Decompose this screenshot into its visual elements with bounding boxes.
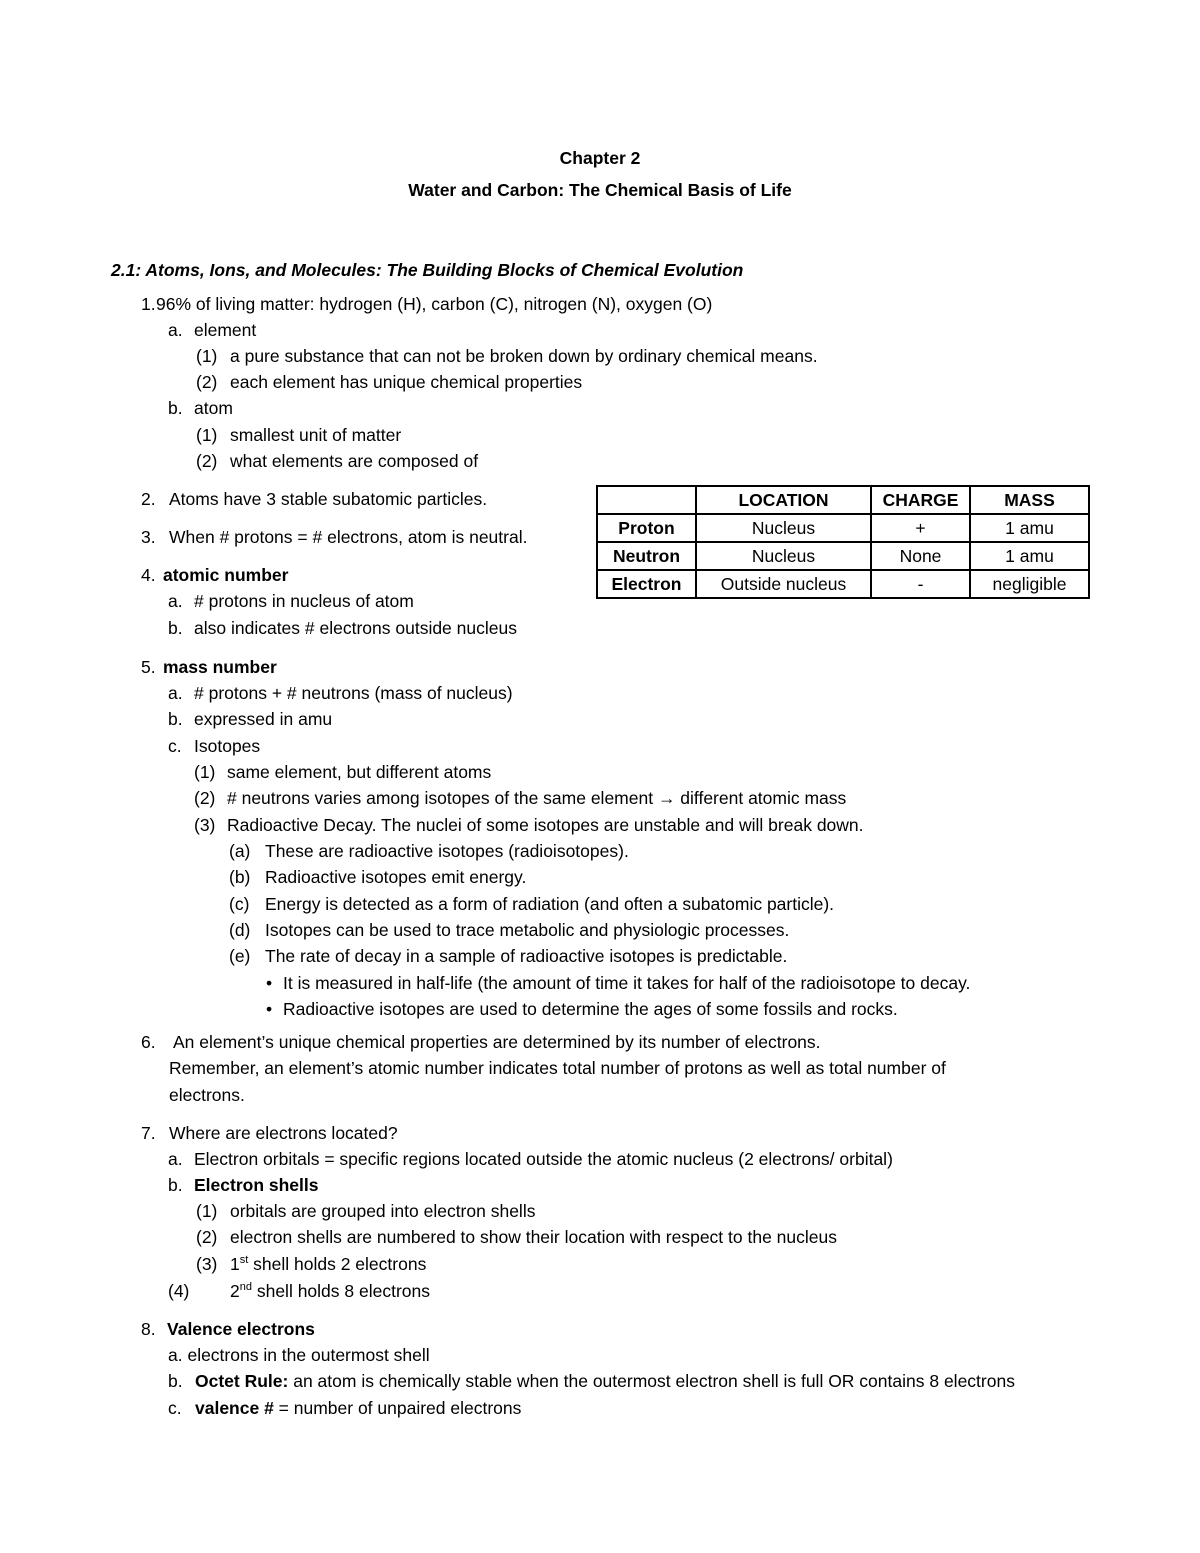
particle-mass: 1 amu [970, 542, 1089, 570]
particle-location: Nucleus [696, 514, 871, 542]
list-item-2: 2. Atoms have 3 stable subatomic particles. [141, 489, 488, 509]
sub-item-5c-3a: (a) These are radioactive isotopes (radioisotopes). [229, 841, 629, 861]
bullet-icon: • [266, 973, 273, 993]
sub-item-1b-1: (1) smallest unit of matter [196, 425, 402, 445]
particle-charge: + [871, 514, 970, 542]
sub-item-5c-3b: (b) Radioactive isotopes emit energy. [229, 867, 527, 887]
sub-item-7b-1: (1) orbitals are grouped into electron shells [196, 1201, 536, 1221]
sub-item-5a: a. # protons + # neutrons (mass of nucleus) [168, 683, 513, 703]
sub-item-7b-4: (4) 2nd shell holds 8 electrons [168, 1281, 431, 1301]
table-header-cell: LOCATION [696, 486, 871, 514]
particle-location: Nucleus [696, 542, 871, 570]
sub-item-7b-3: (3) 1st shell holds 2 electrons [196, 1254, 427, 1274]
sub-item-5c-3d: (d) Isotopes can be used to trace metabolic and physiologic processes. [229, 920, 790, 940]
sub-item-5b: b. expressed in amu [168, 709, 333, 729]
list-item-4: 4. atomic number [141, 565, 289, 585]
particle-location: Outside nucleus [696, 570, 871, 598]
list-item-8: 8. Valence electrons [141, 1319, 315, 1339]
sub-item-4b: b. also indicates # electrons outside nucleus [168, 618, 517, 638]
subatomic-particle-table [596, 485, 1090, 599]
sub-item-8b: b. Octet Rule: an atom is chemically stable when the outermost electron shell is full OR contains 8 electrons [168, 1371, 1015, 1391]
table-header-cell: CHARGE [871, 486, 970, 514]
table-row [597, 542, 1089, 570]
table-row [597, 570, 1089, 598]
sub-item-1a-1: (1) a pure substance that can not be broken down by ordinary chemical means. [196, 346, 818, 366]
particle-charge: None [871, 542, 970, 570]
sub-item-5c-3: (3) Radioactive Decay. The nuclei of some isotopes are unstable and will break down. [194, 815, 864, 835]
list-item-3: 3. When # protons = # electrons, atom is neutral. [141, 527, 528, 547]
table-header-cell: MASS [970, 486, 1089, 514]
list-item-1: 1.96% of living matter: hydrogen (H), carbon (C), nitrogen (N), oxygen (O) [141, 294, 713, 314]
sub-item-4a: a. # protons in nucleus of atom [168, 591, 414, 611]
particle-name: Electron [597, 570, 696, 598]
sub-item-5c-3c: (c) Energy is detected as a form of radiation (and often a subatomic particle). [229, 894, 835, 914]
sub-item-5c-2: (2) # neutrons varies among isotopes of the same element → different atomic mass [194, 788, 847, 808]
list-item-7: 7. Where are electrons located? [141, 1123, 398, 1143]
chapter-title: Water and Carbon: The Chemical Basis of Life [408, 180, 792, 200]
list-item-6: 6. An element’s unique chemical properties are determined by its number of electrons. [141, 1032, 821, 1052]
sub-item-7b-2: (2) electron shells are numbered to show their location with respect to the nucleus [196, 1227, 837, 1247]
particle-charge: - [871, 570, 970, 598]
particle-name: Neutron [597, 542, 696, 570]
sub-item-1b: b. atom [168, 398, 233, 418]
table-header-cell [597, 486, 696, 514]
sub-item-5c-1: (1) same element, but different atoms [194, 762, 492, 782]
sub-item-7b: b. Electron shells [168, 1175, 319, 1195]
particle-mass: 1 amu [970, 514, 1089, 542]
sub-item-1b-2: (2) what elements are composed of [196, 451, 479, 471]
section-heading: 2.1: Atoms, Ions, and Molecules: The Building Blocks of Chemical Evolution [111, 260, 744, 280]
list-item-6-continued: electrons. [169, 1085, 245, 1105]
particle-name: Proton [597, 514, 696, 542]
sub-item-8a: a. electrons in the outermost shell [168, 1345, 430, 1365]
sub-item-1a: a. element [168, 320, 257, 340]
table-row [597, 514, 1089, 542]
bullet-item: • It is measured in half-life (the amount of time it takes for half of the radioisotope to decay. [266, 973, 971, 993]
sub-item-5c: c. Isotopes [168, 736, 261, 756]
bullet-item: • Radioactive isotopes are used to determine the ages of some fossils and rocks. [266, 999, 898, 1019]
particle-mass: negligible [970, 570, 1089, 598]
list-item-5: 5. mass number [141, 657, 277, 677]
list-item-6-continued: Remember, an element’s atomic number indicates total number of protons as well as total number of [169, 1058, 946, 1078]
sub-item-7a: a. Electron orbitals = specific regions located outside the atomic nucleus (2 electrons/ orbital) [168, 1149, 893, 1169]
table-header-row [597, 486, 1089, 514]
sub-item-8c: c. valence # = number of unpaired electrons [168, 1398, 522, 1418]
chapter-number: Chapter 2 [559, 148, 641, 168]
sub-item-1a-2: (2) each element has unique chemical properties [196, 372, 583, 392]
bullet-icon: • [266, 999, 273, 1019]
sub-item-5c-3e: (e) The rate of decay in a sample of radioactive isotopes is predictable. [229, 946, 788, 966]
